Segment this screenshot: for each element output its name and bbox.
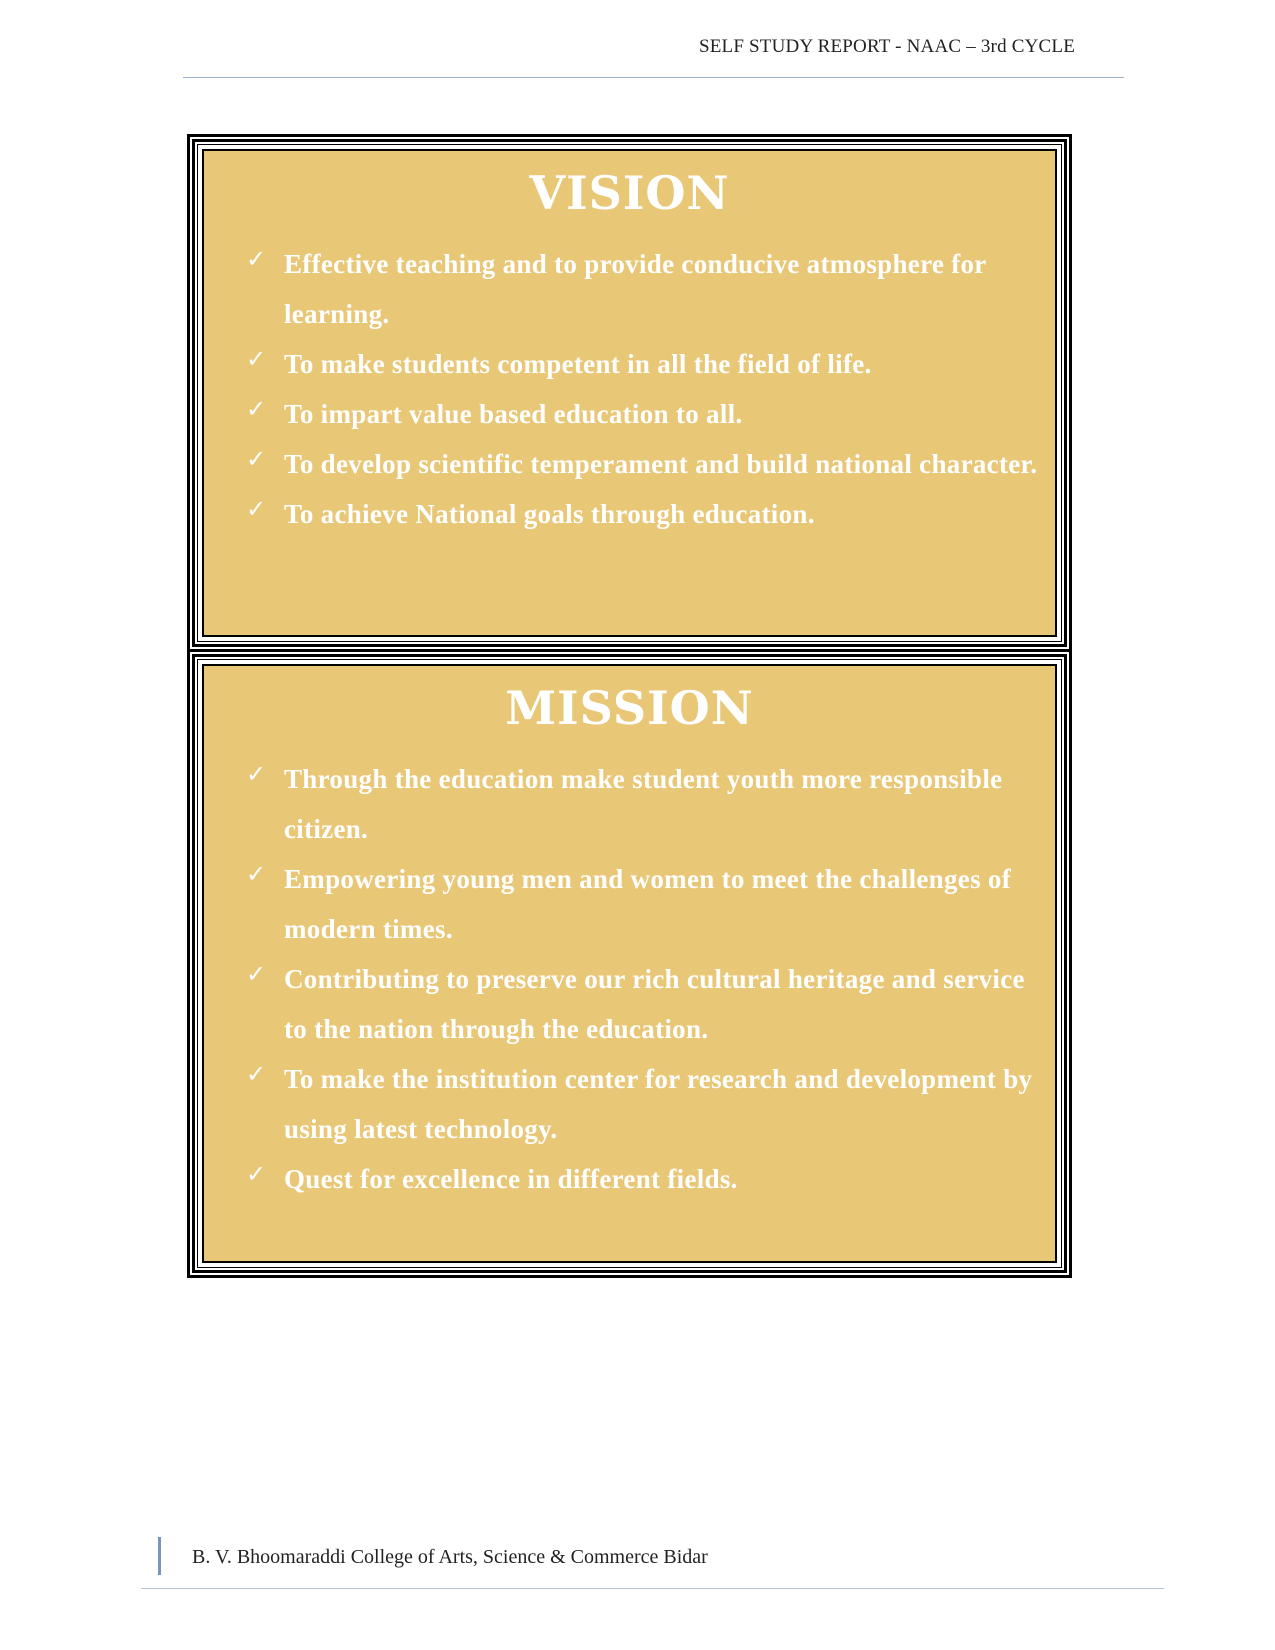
vision-item-text: To impart value based education to all.	[284, 399, 743, 429]
mission-panel	[187, 652, 1072, 1278]
vision-item-text: Effective teaching and to provide conducive atmosphere for learning.	[284, 249, 987, 329]
mission-item	[246, 1154, 1043, 1204]
mission-list	[204, 754, 1055, 1204]
vision-heading: VISION	[529, 166, 730, 220]
check-icon: ✓	[246, 495, 267, 523]
vision-item	[246, 489, 1043, 539]
mission-item-text: Through the education make student youth more responsible citizen.	[284, 764, 1003, 844]
check-icon: ✓	[246, 960, 267, 988]
report-header-title: SELF STUDY REPORT - NAAC – 3rd CYCLE	[698, 36, 1075, 57]
mission-item-text: Empowering young men and women to meet the challenges of modern times.	[284, 864, 1012, 944]
mission-heading: MISSION	[505, 681, 754, 735]
check-icon: ✓	[246, 860, 267, 888]
check-icon: ✓	[246, 345, 267, 373]
mission-item-text: To make the institution center for research and development by using latest technology.	[284, 1064, 1033, 1144]
mission-item-text: Quest for excellence in different fields.	[284, 1164, 738, 1194]
check-icon: ✓	[246, 1160, 267, 1188]
vision-item	[246, 239, 1043, 339]
check-icon: ✓	[246, 395, 267, 423]
vision-item	[246, 389, 1043, 439]
check-icon: ✓	[246, 760, 267, 788]
check-icon: ✓	[246, 445, 267, 473]
vision-list	[204, 239, 1055, 539]
vision-item-text: To achieve National goals through education.	[284, 499, 815, 529]
vision-item-text: To develop scientific temperament and build national character.	[284, 449, 1038, 479]
footer-accent-bar	[158, 1537, 161, 1575]
footer-divider	[141, 1588, 1164, 1589]
check-icon: ✓	[246, 245, 267, 273]
footer-college-name: B. V. Bhoomaraddi College of Arts, Science & Commerce Bidar	[192, 1546, 708, 1568]
vision-item	[246, 439, 1043, 489]
vision-item-text: To make students competent in all the field of life.	[284, 349, 872, 379]
vision-panel	[187, 134, 1072, 652]
mission-item	[246, 954, 1043, 1054]
check-icon: ✓	[246, 1060, 267, 1088]
mission-box	[202, 664, 1057, 1263]
mission-item	[246, 854, 1043, 954]
mission-item	[246, 1054, 1043, 1154]
header-divider	[183, 77, 1124, 78]
vision-box	[202, 149, 1057, 637]
vision-item	[246, 339, 1043, 389]
mission-item	[246, 754, 1043, 854]
mission-item-text: Contributing to preserve our rich cultural heritage and service to the nation through the education.	[284, 964, 1025, 1044]
